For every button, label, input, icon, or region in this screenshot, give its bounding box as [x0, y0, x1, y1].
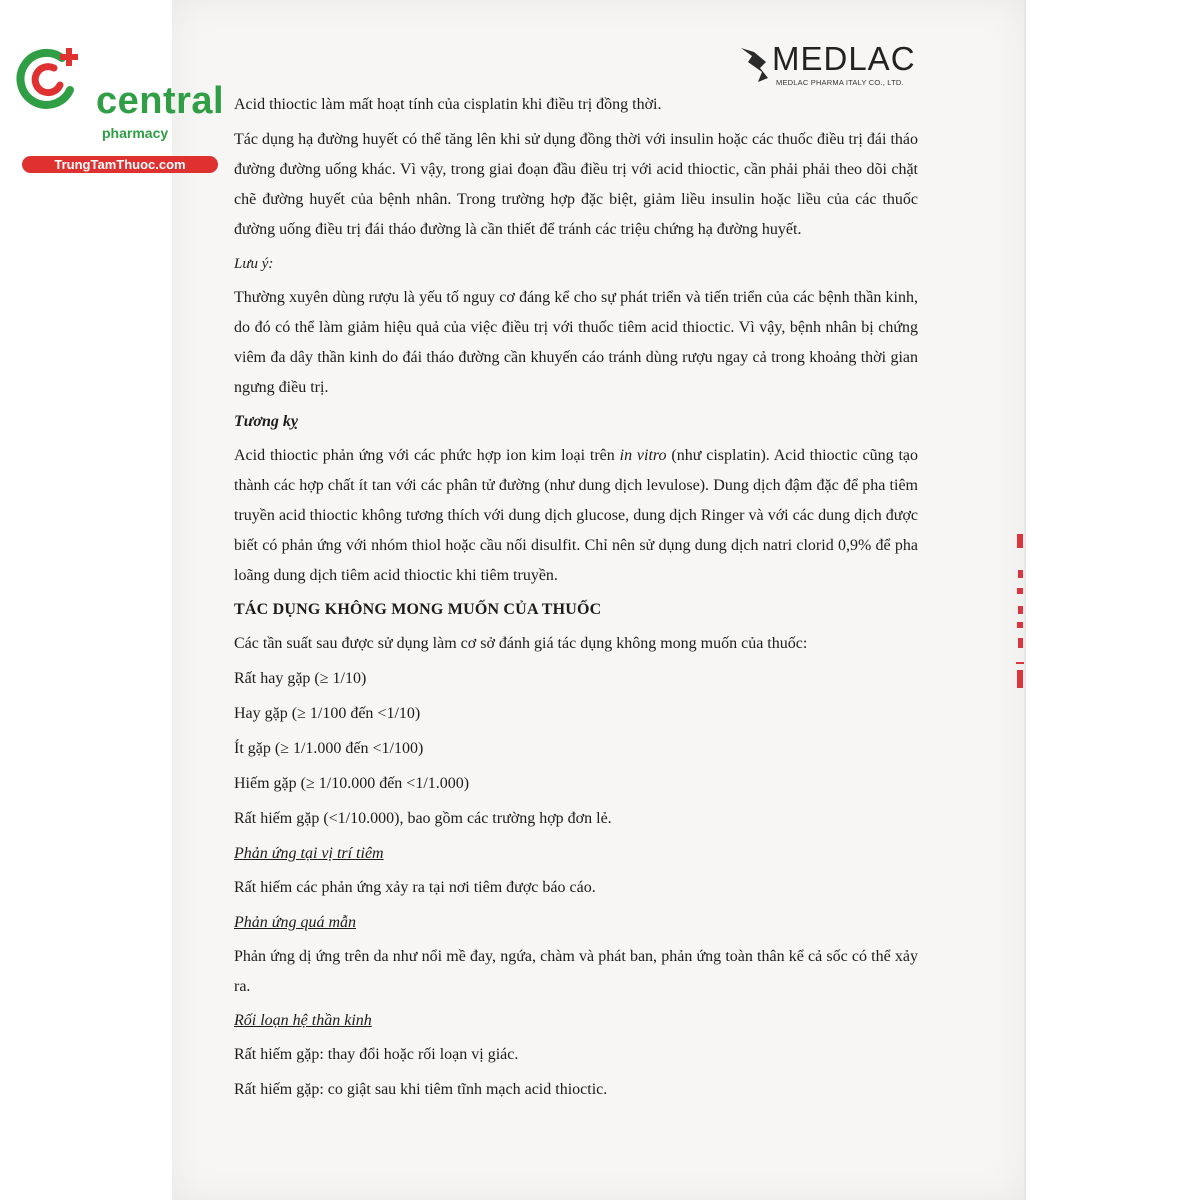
- document-body: [234, 90, 918, 1110]
- nervous-system-heading: Rối loạn hệ thần kinh: [234, 1012, 372, 1029]
- paragraph-incompatibility: [234, 441, 918, 591]
- stamp-fragment: [1014, 530, 1026, 700]
- central-brand-text: central: [96, 80, 225, 122]
- pharmacy-sub-text: pharmacy: [102, 125, 169, 141]
- frequency-item: Ít gặp (≥ 1/1.000 đến <1/100): [234, 740, 424, 757]
- paragraph-hypoglycemia: Tác dụng hạ đường huyết có thể tăng lên khi sử dụng đồng thời với insulin hoặc các thuốc điều trị đái tháo đường đường uống khác. Vì vậy, trong giai đoạn đầu điều trị với acid thioctic, cần phải phải theo dõi chặt chẽ đường huyết của bệnh nhân. Trong trường hợp đặc biệt, giảm liều insulin hoặc liều của các thuốc đường uống điều trị đái tháo đường là cần thiết để tránh các triệu chứng hạ đường huyết.: [234, 131, 918, 238]
- paragraph-alcohol: Thường xuyên dùng rượu là yếu tố nguy cơ đáng kể cho sự phát triển và tiến triển của các bệnh thần kinh, do đó có thể làm giảm hiệu quả của việc điều trị với thuốc tiêm acid thioctic. Vì vậy, bệnh nhân bị chứng viêm đa dây thần kinh do đái tháo đường cần khuyến cáo tránh dùng rượu ngay cả trong khoảng thời gian ngưng điều trị.: [234, 289, 918, 396]
- central-pharmacy-logo-icon: [10, 38, 90, 118]
- frequency-intro: Các tần suất sau được sử dụng làm cơ sở đánh giá tác dụng không mong muốn của thuốc:: [234, 635, 808, 652]
- medlac-brand-text: MEDLAC: [772, 40, 916, 77]
- hypersensitivity-heading: Phản ứng quá mẫn: [234, 914, 357, 931]
- medlac-company-text: MEDLAC PHARMA ITALY CO., LTD.: [776, 78, 904, 87]
- medlac-logo-icon: [738, 42, 772, 86]
- stamp-fragment-icon: [1014, 530, 1026, 700]
- hypersensitivity-text: Phản ứng dị ứng trên da như nổi mề đay, ngứa, chàm và phát ban, phản ứng toàn thân kể cả sốc có thể xảy ra.: [234, 948, 918, 995]
- frequency-item: Hay gặp (≥ 1/100 đến <1/10): [234, 705, 421, 722]
- central-pharmacy-logo: [10, 38, 225, 172]
- incompat-text-b: (như cisplatin). Acid thioctic cũng tạo thành các hợp chất ít tan với các phân tử đường (như dung dịch levulose). Dung dịch đậm đặc để pha tiêm truyền acid thioctic không tương thích với dung dịch glucose, dung dịch Ringer và với các dung dịch được biết có phản ứng với nhóm thiol hoặc cầu nối disulfit. Chỉ nên sử dụng dung dịch natri clorid 0,9% để pha loãng dung dịch tiêm acid thioctic khi tiêm truyền.: [234, 447, 918, 584]
- nervous-system-text-1: Rất hiếm gặp: thay đổi hoặc rối loạn vị giác.: [234, 1046, 519, 1063]
- note-label: Lưu ý:: [234, 256, 274, 272]
- incompat-in-vitro: in vitro: [619, 447, 667, 464]
- injection-site-heading: Phản ứng tại vị trí tiêm: [234, 845, 384, 862]
- frequency-item: Hiếm gặp (≥ 1/10.000 đến <1/1.000): [234, 775, 470, 792]
- website-banner: TrungTamThuoc.com: [22, 156, 218, 173]
- frequency-item: Rất hiếm gặp (<1/10.000), bao gồm các trường hợp đơn lẻ.: [234, 810, 612, 827]
- incompat-text-a: Acid thioctic phản ứng với các phức hợp ion kim loại trên: [234, 447, 620, 464]
- adverse-effects-heading: TÁC DỤNG KHÔNG MONG MUỐN CỦA THUỐC: [234, 601, 602, 618]
- injection-site-text: Rất hiếm các phản ứng xảy ra tại nơi tiêm được báo cáo.: [234, 879, 596, 896]
- nervous-system-text-2: Rất hiếm gặp: co giật sau khi tiêm tĩnh mạch acid thioctic.: [234, 1081, 608, 1098]
- frequency-item: Rất hay gặp (≥ 1/10): [234, 670, 367, 687]
- medlac-logo: [738, 40, 918, 92]
- incompatibility-heading: Tương kỵ: [234, 413, 298, 430]
- paragraph-cisplatin: Acid thioctic làm mất hoạt tính của cisplatin khi điều trị đồng thời.: [234, 96, 662, 113]
